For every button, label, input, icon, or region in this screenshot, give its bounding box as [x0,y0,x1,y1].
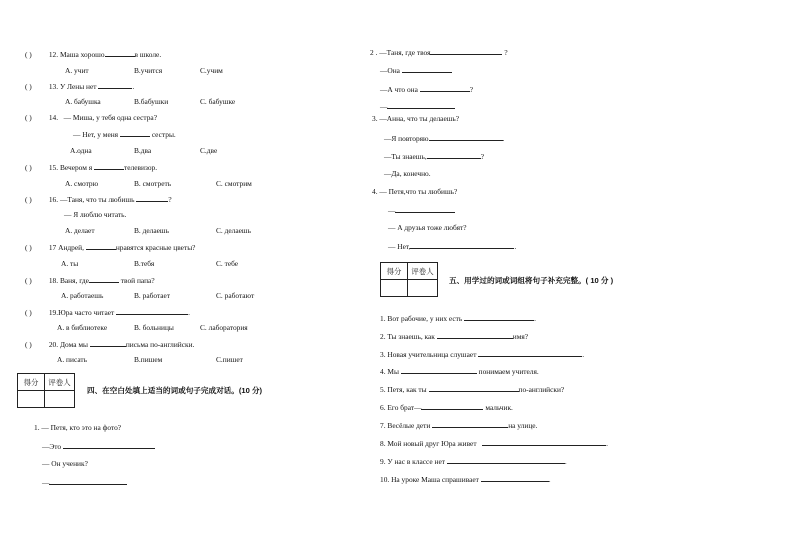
blank-line[interactable] [421,402,483,410]
option-a: А. бабушка [65,97,101,106]
dialog-4-line-4: — Нет, . [388,242,517,251]
question-15: ( ) 15. Вечером я телевизор. [25,163,158,172]
option-b: В. делаешь [134,226,169,235]
question-19: ( ) 19.Юра часто читает . [25,308,190,317]
option-c: С. тебе [216,259,239,268]
question-17: ( ) 17 Андрей, нравятся красные цветы? [25,243,196,252]
dialog-1-line-4: — [42,477,127,488]
blank-line [86,242,116,250]
option-c: С. смотрим [216,179,252,188]
grader-cell[interactable] [45,391,75,408]
blank-line[interactable] [395,205,455,213]
blank-line [136,194,168,202]
grader-label: 评卷人 [45,374,75,391]
blank-line[interactable] [63,441,155,449]
option-c: С.пишет [216,355,243,364]
question-13: ( ) 13. У Лены нет . [25,82,135,91]
sentence-7: 7. Весёлые дети на улице. [380,421,538,430]
question-12: ( ) 12. Маша хорошо в школе. [25,50,162,59]
sentence-1: 1. Вот рабочие, у них есть . [380,314,536,323]
question-16: ( ) 16. —Таня, что ты любишь ? [25,195,172,204]
option-b: В. смотреть [134,179,172,188]
blank-line[interactable] [481,474,549,482]
option-a: А. в библиотеке [57,323,108,332]
option-b: В. работает [134,291,171,300]
dialog-1-line-1: 1. — Петя, кто это на фото? [34,423,122,432]
option-a: А. смотрю [65,179,99,188]
option-b: В.бабушки [134,97,169,106]
grader-cell[interactable] [408,280,438,297]
option-c: С. бабушке [200,97,236,106]
blank-line[interactable] [464,313,534,321]
section-5-title: 五、用学过的词或词组将句子补充完整。( 10 分 ) [449,276,614,285]
sentence-9: 9. У нас в классе нет . [380,457,567,466]
blank-line [116,307,188,315]
blank-line[interactable] [427,151,481,159]
option-a: А. работаешь [61,291,104,300]
option-c: С.две [200,146,218,155]
score-cell[interactable] [18,391,45,408]
sentence-4: 4. Мы понимаем учителя. [380,367,539,376]
dialog-2-line-3: —А что она ? [380,85,474,94]
option-b: В.два [134,146,152,155]
dialog-2-line-1: 2 . —Таня, где твоя ? [370,48,508,57]
blank-line[interactable] [387,101,455,109]
blank-line[interactable] [432,420,508,428]
option-b: В.учится [134,66,163,75]
sentence-2: 2. Ты знаешь, как имя? [380,332,529,341]
score-label: 得分 [18,374,45,391]
grader-label: 评卷人 [408,263,438,280]
section-4-title: 四、在空白处填上适当的词或句子完成对话。(10 分) [87,386,263,395]
blank-line [89,275,119,283]
dialog-2-line-2: —Она [380,65,452,76]
answer-paren[interactable]: ( ) [25,340,32,349]
answer-paren[interactable]: ( ) [25,50,32,59]
option-c: С. делаешь [216,226,251,235]
blank-line[interactable] [429,384,519,392]
dialog-4-line-3: — А друзья тоже любят? [388,223,467,232]
blank-line[interactable] [429,133,503,141]
dialog-3-line-1: 3. —Анна, что ты делаешь? [372,114,460,123]
score-cell[interactable] [381,280,408,297]
blank-line[interactable] [437,331,513,339]
option-b: В.тебя [134,259,155,268]
blank-line [98,81,132,89]
score-box-section-4 [17,373,75,408]
blank-line [94,162,124,170]
answer-paren[interactable]: ( ) [25,308,32,317]
question-18: ( ) 18. Ваня, где твой папа? [25,276,155,285]
blank-line[interactable] [401,366,477,374]
answer-paren[interactable]: ( ) [25,163,32,172]
dialog-1-line-2: —Это [42,441,155,452]
dialog-3-line-2: —Я повторяю . [384,134,505,143]
dialog-2-line-4: — [380,101,455,112]
blank-line[interactable] [410,241,514,249]
option-a: А. делает [65,226,95,235]
dialog-4-line-1: 4. — Петя,что ты любишь? [372,187,458,196]
answer-paren[interactable]: ( ) [25,113,32,122]
sentence-6: 6. Его брат— мальчик. [380,403,513,412]
sentence-10: 10. На уроке Маша спрашивает . [380,475,551,484]
dialog-3-line-3: —Ты знаешь, ? [384,152,484,161]
question-14-line2: — Нет, у меня сестры. [73,130,176,139]
sentence-3: 3. Новая учительница слушает . [380,350,585,359]
blank-line [90,339,126,347]
score-box-section-5 [380,262,438,297]
sentence-8: 8. Мой новый друг Юра живет . [380,439,608,448]
blank-line[interactable] [420,84,470,92]
answer-paren[interactable]: ( ) [25,276,32,285]
blank-line[interactable] [402,65,452,73]
blank-line[interactable] [482,438,606,446]
option-b: В. больницы [134,323,174,332]
question-14: ( ) 14. — Миша, у тебя одна сестра? [25,113,157,122]
sentence-5: 5. Петя, как ты по-английски? [380,385,565,394]
blank-line[interactable] [430,47,502,55]
blank-line[interactable] [478,349,582,357]
dialog-1-line-3: — Он ученик? [42,459,88,468]
option-a: А.одна [70,146,92,155]
question-16-line2: — Я люблю читать. [64,210,127,219]
answer-paren[interactable]: ( ) [25,195,32,204]
blank-line[interactable] [447,456,565,464]
option-c: С. работают [216,291,255,300]
blank-line[interactable] [49,477,127,485]
dialog-4-line-2: — [388,205,455,216]
option-c: С.учим [200,66,223,75]
option-a: А. ты [61,259,79,268]
option-c: С. лаборатория [200,323,248,332]
option-b: В.пишем [134,355,163,364]
answer-paren[interactable]: ( ) [25,82,32,91]
question-20: ( ) 20. Дома мы письма по-английски. [25,340,195,349]
blank-line [120,129,150,137]
option-a: А. писать [57,355,88,364]
option-a: А. учит [65,66,89,75]
blank-line [105,49,135,57]
dialog-3-line-4: —Да, конечно. [384,169,431,178]
answer-paren[interactable]: ( ) [25,243,32,252]
score-label: 得分 [381,263,408,280]
